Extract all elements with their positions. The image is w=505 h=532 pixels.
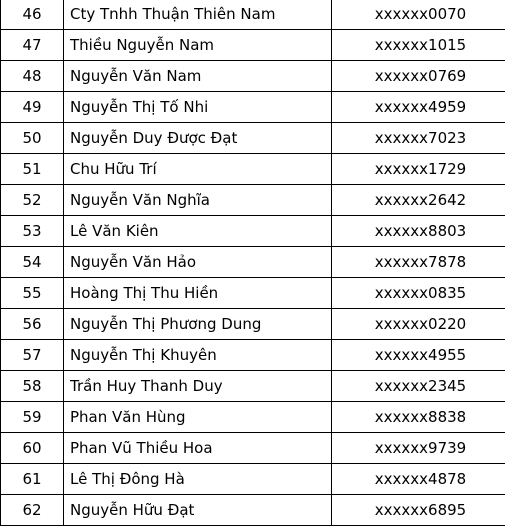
row-number-cell: 54 [1, 247, 64, 278]
row-number-cell: 50 [1, 123, 64, 154]
masked-phone-cell: xxxxxx7878 [332, 247, 505, 278]
masked-phone-cell: xxxxxx7023 [332, 123, 505, 154]
customer-name-cell: Nguyễn Thị Khuyên [64, 340, 332, 371]
table-row [1, 92, 505, 123]
row-number-cell: 46 [1, 0, 64, 30]
masked-phone-cell: xxxxxx0220 [332, 309, 505, 340]
customer-name-cell: Nguyễn Hữu Đạt [64, 495, 332, 526]
table-row [1, 30, 505, 61]
table-row [1, 464, 505, 495]
table-row [1, 61, 505, 92]
masked-phone-cell: xxxxxx8803 [332, 216, 505, 247]
table-row [1, 216, 505, 247]
customer-name-cell: Nguyễn Thị Tố Nhi [64, 92, 332, 123]
table-row [1, 495, 505, 526]
masked-phone-cell: xxxxxx8838 [332, 402, 505, 433]
row-number-cell: 62 [1, 495, 64, 526]
table-row [1, 154, 505, 185]
customer-name-cell: Lê Thị Đông Hà [64, 464, 332, 495]
table-row [1, 371, 505, 402]
masked-phone-cell: xxxxxx2642 [332, 185, 505, 216]
customer-name-cell: Thiều Nguyễn Nam [64, 30, 332, 61]
table-row [1, 123, 505, 154]
customer-name-cell: Nguyễn Văn Nghĩa [64, 185, 332, 216]
row-number-cell: 53 [1, 216, 64, 247]
customer-name-cell: Hoàng Thị Thu Hiền [64, 278, 332, 309]
masked-phone-cell: xxxxxx4959 [332, 92, 505, 123]
masked-phone-cell: xxxxxx4955 [332, 340, 505, 371]
row-number-cell: 52 [1, 185, 64, 216]
row-number-cell: 49 [1, 92, 64, 123]
masked-phone-cell: xxxxxx1015 [332, 30, 505, 61]
table-row [1, 433, 505, 464]
row-number-cell: 57 [1, 340, 64, 371]
masked-phone-cell: xxxxxx0769 [332, 61, 505, 92]
row-number-cell: 61 [1, 464, 64, 495]
table-row [1, 402, 505, 433]
table-row [1, 185, 505, 216]
table-row [1, 278, 505, 309]
masked-phone-cell: xxxxxx6895 [332, 495, 505, 526]
customer-name-cell: Nguyễn Văn Nam [64, 61, 332, 92]
masked-phone-cell: xxxxxx9739 [332, 433, 505, 464]
row-number-cell: 58 [1, 371, 64, 402]
table-row [1, 247, 505, 278]
masked-phone-cell: xxxxxx4878 [332, 464, 505, 495]
row-number-cell: 56 [1, 309, 64, 340]
table-row [1, 309, 505, 340]
row-number-cell: 55 [1, 278, 64, 309]
customer-name-cell: Lê Văn Kiên [64, 216, 332, 247]
table-row [1, 0, 505, 30]
customer-name-cell: Nguyễn Duy Được Đạt [64, 123, 332, 154]
customer-name-cell: Cty Tnhh Thuận Thiên Nam [64, 0, 332, 30]
table-row [1, 340, 505, 371]
customer-name-cell: Phan Vũ Thiều Hoa [64, 433, 332, 464]
row-number-cell: 51 [1, 154, 64, 185]
customer-name-cell: Phan Văn Hùng [64, 402, 332, 433]
masked-phone-cell: xxxxxx0835 [332, 278, 505, 309]
row-number-cell: 59 [1, 402, 64, 433]
customer-name-cell: Nguyễn Thị Phương Dung [64, 309, 332, 340]
customer-name-cell: Trần Huy Thanh Duy [64, 371, 332, 402]
masked-phone-cell: xxxxxx0070 [332, 0, 505, 30]
masked-phone-cell: xxxxxx2345 [332, 371, 505, 402]
row-number-cell: 48 [1, 61, 64, 92]
row-number-cell: 60 [1, 433, 64, 464]
customer-name-cell: Chu Hữu Trí [64, 154, 332, 185]
customer-name-cell: Nguyễn Văn Hảo [64, 247, 332, 278]
row-number-cell: 47 [1, 30, 64, 61]
masked-phone-cell: xxxxxx1729 [332, 154, 505, 185]
